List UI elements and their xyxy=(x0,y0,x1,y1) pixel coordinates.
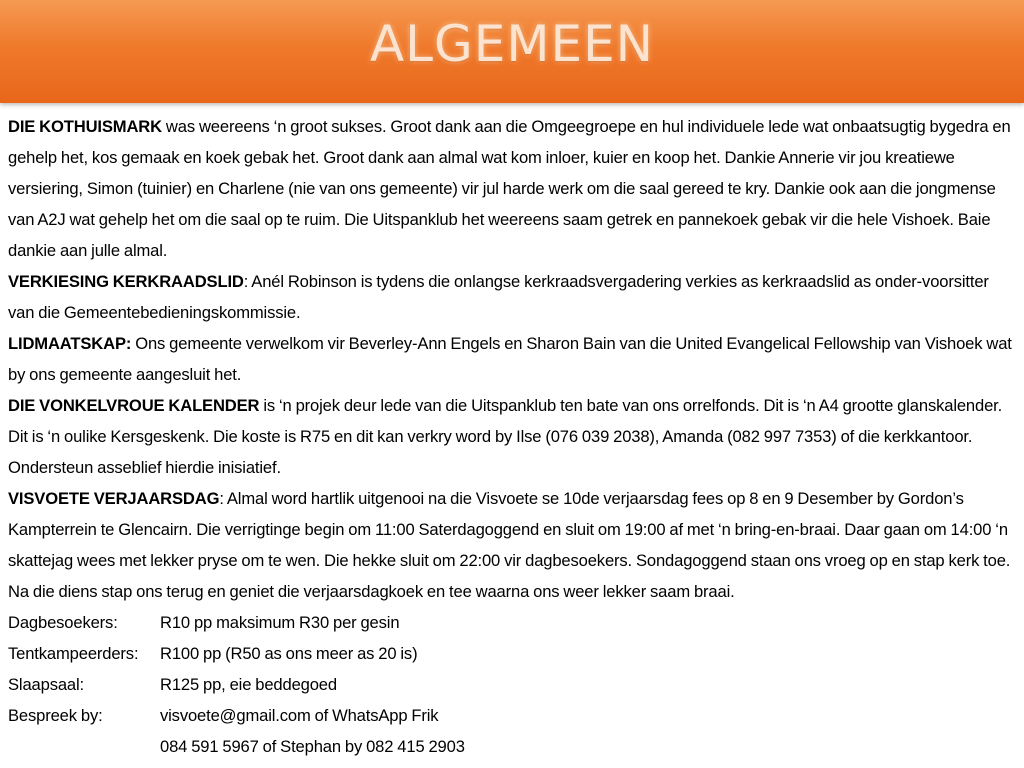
notice-content xyxy=(8,111,1018,762)
section-body: is ‘n projek deur lede van die Uitspanklub ten bate van ons orrelfonds. Dit is ‘n A4 grootte glanskalender. Dit is ‘n oulike Kersgeskenk. Die koste is R75 en dit kan verkry word by Ilse (076 039 2038), Amanda (082 997 7353) of die kerkkantoor. Ondersteun asseblief hierdie inisiatief. xyxy=(8,396,1003,477)
pricing-label: Tentkampeerders: xyxy=(8,644,139,663)
booking-phone-numbers: 084 591 5967 of Stephan by 082 415 2903 xyxy=(160,737,465,756)
pricing-label: Bespreek by: xyxy=(8,706,103,725)
section-verkiesing-kerkraadslid xyxy=(8,266,1018,328)
pricing-row-bespreek xyxy=(8,700,1018,731)
section-kothuismark xyxy=(8,111,1018,266)
pricing-row-slaapsaal xyxy=(8,669,1018,700)
pricing-row-bespreek-continued xyxy=(8,731,1018,762)
pricing-row-dagbesoekers xyxy=(8,607,1018,638)
section-lidmaatskap xyxy=(8,328,1018,390)
section-body: was weereens ‘n groot sukses. Groot dank aan die Omgeegroepe en hul individuele lede wat onbaatsugtig bygedra en gehelp het, kos gemaak en koek gebak het. Groot dank aan almal wat kom inloer, kuier en koop het. Dankie Annerie vir jou kreatiewe versiering, Simon (tuinier) en Charlene (nie van ons gemeente) vir jul harde werk om die saal gereed te kry. Dankie ook aan die jongmense van A2J wat gehelp het om die saal op te ruim. Die Uitspanklub het weereens saam getrek en pannekoek gebak vir die hele Vishoek. Baie dankie aan julle almal. xyxy=(8,117,1011,260)
section-heading: VERKIESING KERKRAADSLID xyxy=(8,272,244,291)
section-heading: DIE VONKELVROUE KALENDER xyxy=(8,396,260,415)
section-body: : Almal word hartlik uitgenooi na die Visvoete se 10de verjaarsdag fees op 8 en 9 Desember by Gordon’s Kampterrein te Glencairn. Die verrigtinge begin om 11:00 Saterdagoggend en sluit om 19:00 af met ‘n bring-en-braai. Daar gaan om 14:00 ‘n skattejag wees met lekker pryse om te wen. Die hekke sluit om 22:00 vir dagbesoekers. Sondagoggend staan ons vroeg op en stap kerk toe. Na die diens stap ons terug en geniet die verjaarsdagkoek en tee waarna ons weer lekker saam braai. xyxy=(8,489,1011,601)
section-body: Ons gemeente verwelkom vir Beverley-Ann Engels en Sharon Bain van die United Evangelical Fellowship van Vishoek wat by ons gemeente aangesluit het. xyxy=(8,334,1012,384)
pricing-list xyxy=(8,607,1018,762)
pricing-label: Dagbesoekers: xyxy=(8,613,118,632)
pricing-label: Slaapsaal: xyxy=(8,675,84,694)
section-heading: LIDMAATSKAP: xyxy=(8,334,132,353)
booking-contact: visvoete@gmail.com of WhatsApp Frik xyxy=(160,706,439,725)
section-body: : Anél Robinson is tydens die onlangse kerkraadsvergadering verkies as kerkraadslid as onder-voorsitter van die Gemeentebedieningskommissie. xyxy=(8,272,989,322)
header-band xyxy=(0,0,1024,103)
section-heading: VISVOETE VERJAARSDAG xyxy=(8,489,220,508)
pricing-row-tentkampeerders xyxy=(8,638,1018,669)
section-visvoete-verjaarsdag xyxy=(8,483,1018,607)
pricing-value: R125 pp, eie beddegoed xyxy=(160,675,337,694)
pricing-value: R100 pp (R50 as ons meer as 20 is) xyxy=(160,644,418,663)
pricing-label xyxy=(8,731,160,762)
section-vonkelvroue-kalender xyxy=(8,390,1018,483)
pricing-value: R10 pp maksimum R30 per gesin xyxy=(160,613,400,632)
section-heading: DIE KOTHUISMARK xyxy=(8,117,162,136)
page-title: ALGEMEEN xyxy=(369,15,655,73)
